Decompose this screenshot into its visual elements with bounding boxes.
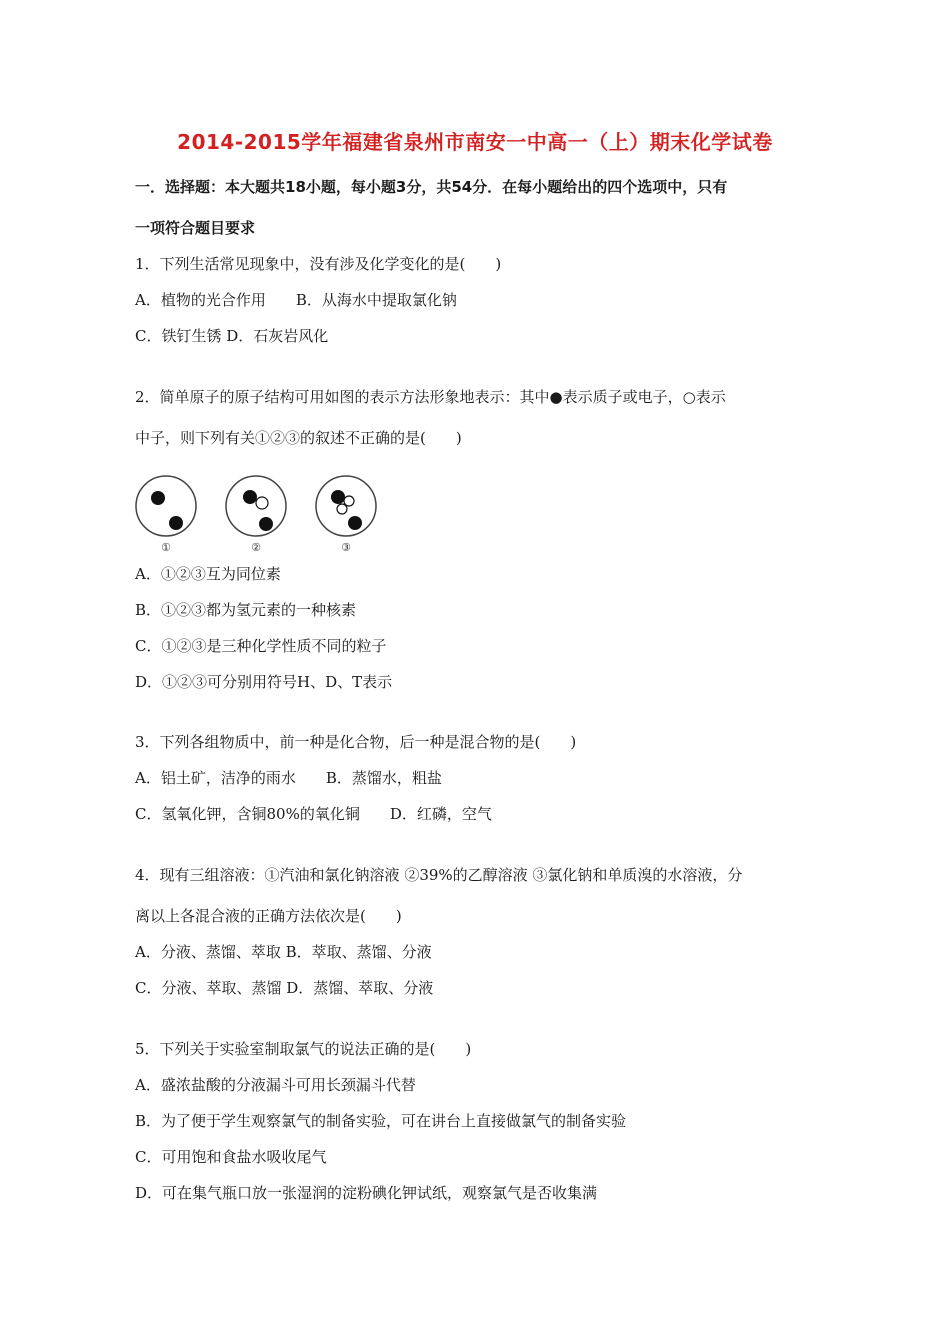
section-heading-line-1: 一．选择题：本大题共18小题，每小题3分，共54分．在每小题给出的四个选项中，只有	[135, 178, 728, 196]
question-2-stem-line-1: 2．简单原子的原子结构可用如图的表示方法形象地表示：其中●表示质子或电子，○表示	[135, 388, 726, 406]
question-5-option-d: D．可在集气瓶口放一张湿润的淀粉碘化钾试纸，观察氯气是否收集满	[135, 1184, 598, 1202]
section-heading-line-2: 一项符合题目要求	[135, 219, 256, 237]
exam-title: 2014-2015学年福建省泉州市南安一中高一（上）期末化学试卷	[177, 130, 773, 154]
question-2-option-d: D．①②③可分别用符号H、D、T表示	[135, 673, 393, 691]
question-1-options-cd: C．铁钉生锈 D．石灰岩风化	[135, 327, 329, 345]
question-4-stem-line-2: 离以上各混合液的正确方法依次是( )	[135, 907, 402, 925]
atom-diagram-2	[226, 476, 286, 536]
question-5-option-b: B．为了便于学生观察氯气的制备实验，可在讲台上直接做氯气的制备实验	[135, 1112, 627, 1130]
question-4-options-ab: A．分液、蒸馏、萃取 B．萃取、蒸馏、分液	[135, 943, 432, 961]
question-3-options-ab: A．铝土矿，洁净的雨水 B．蒸馏水，粗盐	[135, 769, 442, 787]
figure-label-3: ③	[341, 541, 351, 554]
question-2-option-b: B．①②③都为氢元素的一种核素	[135, 601, 357, 619]
question-5-option-a: A．盛浓盐酸的分液漏斗可用长颈漏斗代替	[135, 1076, 416, 1094]
question-3-options-cd: C．氢氧化钾，含铜80%的氧化铜 D．红磷，空气	[135, 805, 492, 823]
question-2-stem-line-2: 中子，则下列有关①②③的叙述不正确的是( )	[135, 429, 462, 447]
figure-label-2: ②	[251, 541, 261, 554]
atom-diagram-1	[136, 476, 196, 536]
question-1-stem: 1．下列生活常见现象中，没有涉及化学变化的是( )	[135, 255, 502, 273]
question-4-stem-line-1: 4．现有三组溶液：①汽油和氯化钠溶液 ②39%的乙醇溶液 ③氯化钠和单质溴的水溶液，分	[135, 866, 743, 884]
question-4-options-cd: C．分液、萃取、蒸馏 D．蒸馏、萃取、分液	[135, 979, 434, 997]
question-3-stem: 3．下列各组物质中，前一种是化合物，后一种是混合物的是( )	[135, 733, 577, 751]
atom-diagram-3	[316, 476, 376, 536]
question-5-option-c: C．可用饱和食盐水吸收尾气	[135, 1148, 327, 1166]
question-2-option-a: A．①②③互为同位素	[135, 565, 281, 583]
question-1-options-ab: A．植物的光合作用 B．从海水中提取氯化钠	[135, 291, 457, 309]
figure-label-1: ①	[161, 541, 171, 554]
question-2-option-c: C．①②③是三种化学性质不同的粒子	[135, 637, 387, 655]
atom-structure-figure	[130, 474, 390, 558]
question-5-stem: 5．下列关于实验室制取氯气的说法正确的是( )	[135, 1040, 472, 1058]
